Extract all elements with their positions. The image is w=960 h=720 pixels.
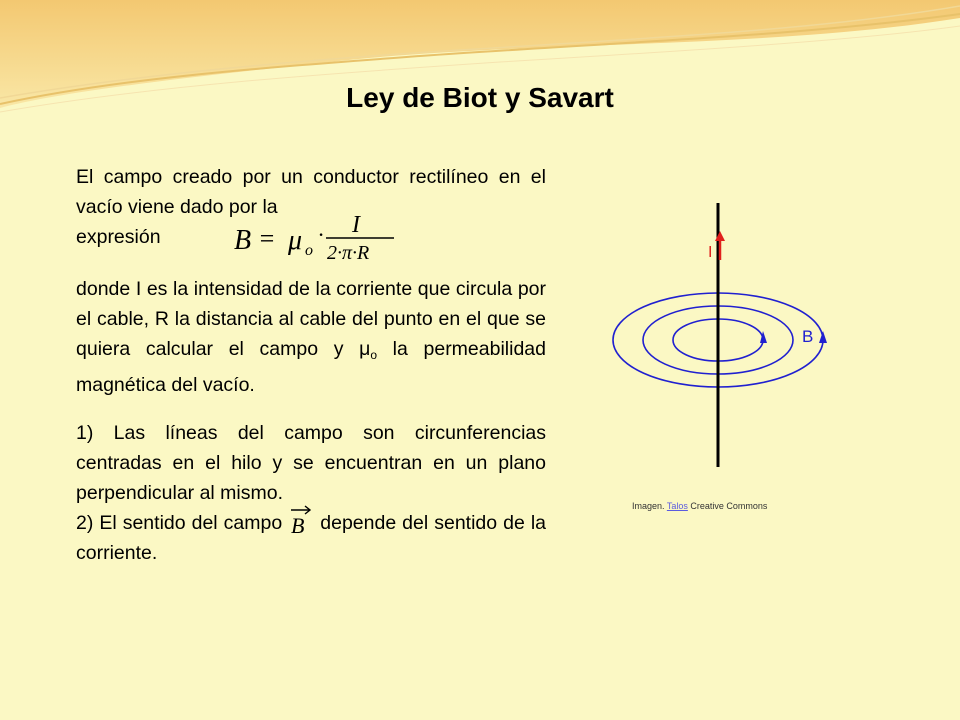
current-label: I xyxy=(708,244,713,261)
vector-b-symbol xyxy=(288,509,314,537)
formula-mu-sub: o xyxy=(305,242,313,259)
formula-dot: · xyxy=(318,222,324,247)
definition-text: donde I es la intensidad de la corriente que circula por el cable, R la distancia al cable del punto en el que se quiera calcular el campo y μ xyxy=(76,278,546,360)
biot-savart-formula xyxy=(234,212,404,264)
definition-paragraph xyxy=(76,274,546,400)
magnetic-field-figure xyxy=(600,195,850,480)
field-label: B xyxy=(802,327,814,346)
body-text xyxy=(76,162,546,568)
point-1: 1) Las líneas del campo son circunferencias centradas en el hilo y se encuentran en un plano perpendicular al mismo. xyxy=(76,422,546,504)
formula-denominator: 2·π·R xyxy=(327,242,370,264)
definition-text-end: la permeabilidad magnética del vacío. xyxy=(76,338,546,396)
formula-line xyxy=(76,212,546,264)
caption-suffix: Creative Commons xyxy=(687,501,768,511)
formula-numerator: I xyxy=(352,212,360,238)
intro-end: expresión xyxy=(76,226,161,248)
formula-lhs: B xyxy=(234,225,252,256)
field-arrow-outer xyxy=(819,331,827,343)
vector-b-letter: B xyxy=(291,513,305,537)
caption-prefix: Imagen. xyxy=(632,501,667,511)
point-2-end: depende del sentido de la corriente. xyxy=(76,512,547,564)
mu-subscript: o xyxy=(370,348,378,362)
formula-equals: = xyxy=(258,224,276,253)
intro-sentence: El campo creado por un conductor rectilíneo en el vacío viene dado por la xyxy=(76,166,546,218)
page-title: Ley de Biot y Savart xyxy=(346,82,614,113)
image-caption xyxy=(632,501,767,511)
caption-link[interactable]: Talos xyxy=(666,501,688,511)
point-2 xyxy=(76,508,546,568)
point-2-start: 2) El sentido del campo xyxy=(76,512,283,534)
formula-mu: μ xyxy=(288,225,303,256)
